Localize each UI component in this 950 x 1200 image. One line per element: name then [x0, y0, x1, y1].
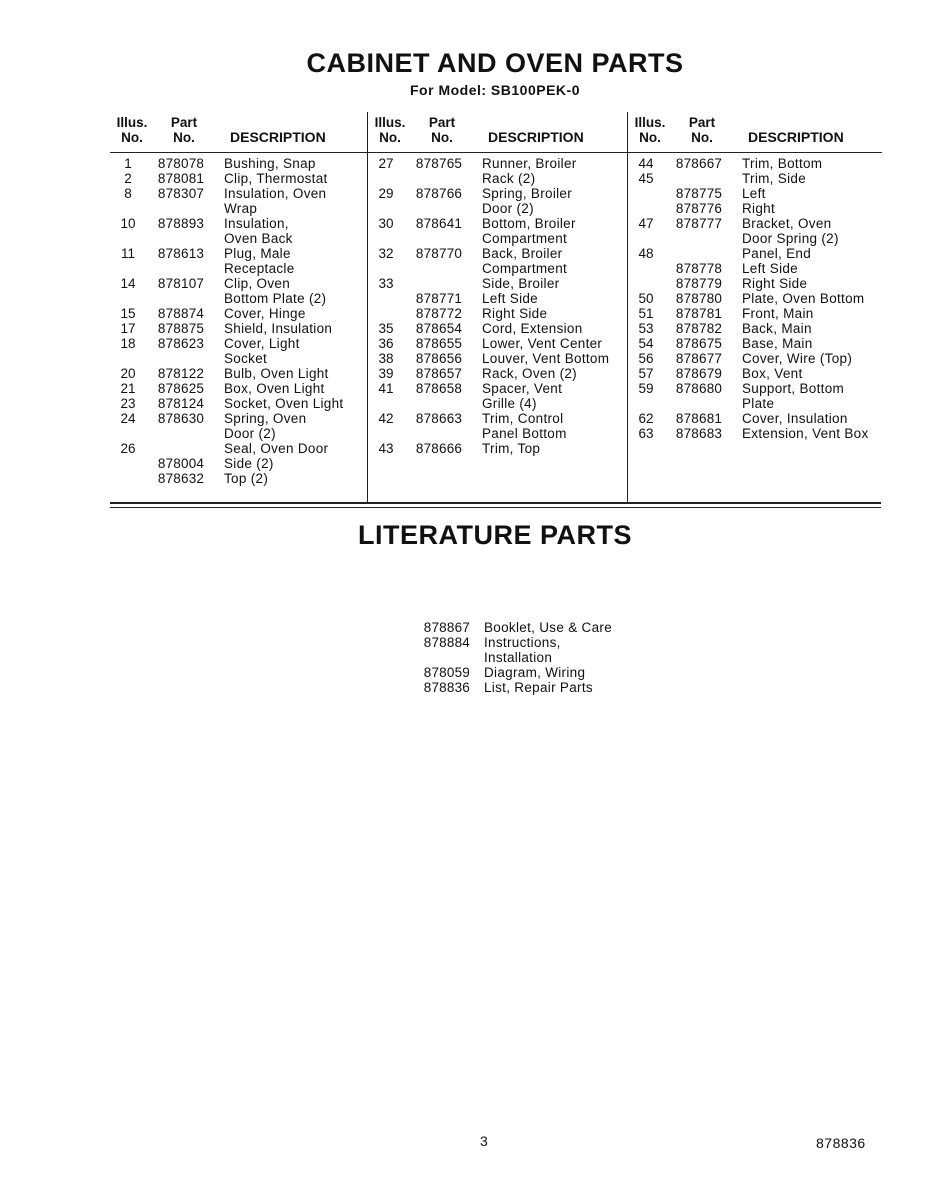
part-description: Cover, Light	[224, 336, 300, 351]
part-description: Left	[742, 186, 766, 201]
part-number: 878667	[675, 156, 723, 171]
description-header: DESCRIPTION	[748, 129, 844, 145]
part-number	[664, 171, 734, 186]
part-description: Insulation, Oven	[224, 186, 327, 201]
illus-number: 11	[120, 246, 135, 261]
part-number	[146, 201, 216, 216]
table-row	[628, 366, 882, 381]
literature-title: LITERATURE PARTS	[358, 520, 632, 550]
illus-header-line1: Illus.	[634, 115, 666, 130]
part-description: Cover, Wire (Top)	[742, 351, 853, 366]
part-description: Diagram, Wiring	[484, 665, 586, 680]
part-description: Trim, Top	[482, 441, 541, 456]
part-description: Booklet, Use & Care	[484, 620, 613, 635]
illus-number	[368, 291, 404, 306]
table-row	[368, 426, 628, 441]
part-number: 878655	[415, 336, 463, 351]
table-row	[628, 411, 882, 426]
illus-number: 2	[124, 171, 132, 186]
table-row	[110, 246, 367, 261]
part-number: 878777	[675, 216, 723, 231]
part-description: Grille (4)	[482, 396, 537, 411]
parts-column-1	[110, 112, 367, 504]
parts-column-3	[627, 112, 882, 504]
illus-number: 26	[120, 441, 136, 456]
cabinet-oven-parts-table	[110, 112, 881, 504]
part-description: Left Side	[482, 291, 538, 306]
illus-number	[368, 231, 404, 246]
illus-number	[368, 171, 404, 186]
table-row	[628, 246, 882, 261]
part-description: Cord, Extension	[482, 321, 583, 336]
table-row	[628, 396, 882, 411]
part-number: 878004	[157, 456, 205, 471]
illus-number: 23	[120, 396, 136, 411]
illus-number: 8	[124, 186, 132, 201]
column-header	[628, 112, 882, 153]
illus-number: 20	[120, 366, 136, 381]
part-number: 878779	[675, 276, 723, 291]
table-row	[110, 441, 367, 456]
part-number	[404, 276, 474, 291]
part-number	[146, 261, 216, 276]
part-description: Panel Bottom	[482, 426, 567, 441]
illus-number: 51	[638, 306, 654, 321]
illus-number: 62	[638, 411, 654, 426]
part-number: 878874	[157, 306, 205, 321]
illus-number: 35	[378, 321, 394, 336]
table-row	[628, 306, 882, 321]
part-description: Runner, Broiler	[482, 156, 577, 171]
part-description: Spacer, Vent	[482, 381, 563, 396]
part-description: Spring, Broiler	[482, 186, 573, 201]
part-header-line1: Part	[428, 115, 456, 130]
illus-number: 29	[378, 186, 394, 201]
part-description: Back, Broiler	[482, 246, 563, 261]
description-header: DESCRIPTION	[488, 129, 584, 145]
part-number: 878078	[157, 156, 205, 171]
illus-number: 14	[120, 276, 136, 291]
part-description: Bushing, Snap	[224, 156, 316, 171]
table-row	[368, 216, 628, 231]
table-row	[110, 261, 367, 276]
part-description: Right Side	[742, 276, 808, 291]
table-row	[628, 156, 882, 171]
part-number	[400, 650, 470, 665]
table-row	[368, 396, 628, 411]
table-row	[368, 306, 628, 321]
illus-number: 43	[378, 441, 394, 456]
illus-number: 53	[638, 321, 654, 336]
illus-number	[628, 231, 664, 246]
table-row	[368, 171, 628, 186]
table-row	[110, 156, 367, 171]
part-number: 878675	[675, 336, 723, 351]
part-description: Louver, Vent Bottom	[482, 351, 610, 366]
part-number: 878836	[423, 680, 470, 695]
part-description: Seal, Oven Door	[224, 441, 329, 456]
illus-number: 10	[120, 216, 136, 231]
table-row	[368, 246, 628, 261]
part-description: Top (2)	[224, 471, 269, 486]
illus-number: 59	[638, 381, 654, 396]
page-title: CABINET AND OVEN PARTS	[306, 48, 684, 78]
table-row	[628, 201, 882, 216]
table-bottom-rule	[110, 502, 881, 504]
illus-no-header	[112, 115, 152, 145]
part-description: Plug, Male	[224, 246, 291, 261]
part-description: List, Repair Parts	[484, 680, 593, 695]
illus-number: 36	[378, 336, 394, 351]
part-number	[146, 351, 216, 366]
illus-number	[368, 396, 404, 411]
literature-parts-list	[400, 620, 660, 695]
parts-column-2	[367, 112, 628, 504]
part-description: Extension, Vent Box	[742, 426, 869, 441]
table-row	[368, 276, 628, 291]
table-row	[110, 321, 367, 336]
part-number	[404, 171, 474, 186]
part-number: 878623	[157, 336, 205, 351]
column-header	[110, 112, 367, 153]
table-row	[110, 396, 367, 411]
part-description: Insulation,	[224, 216, 289, 231]
part-description: Socket	[224, 351, 268, 366]
part-header-line2: No.	[691, 130, 713, 145]
part-number: 878613	[157, 246, 205, 261]
literature-row	[400, 635, 660, 650]
table-row	[110, 276, 367, 291]
part-number: 878658	[415, 381, 463, 396]
table-row	[368, 261, 628, 276]
illus-header-line2: No.	[379, 130, 401, 145]
part-description: Receptacle	[224, 261, 295, 276]
part-description: Right	[742, 201, 776, 216]
description-header: DESCRIPTION	[230, 129, 326, 145]
part-number: 878641	[415, 216, 463, 231]
illus-number	[628, 186, 664, 201]
part-no-header	[412, 115, 472, 145]
illus-number	[628, 261, 664, 276]
illus-number	[368, 201, 404, 216]
part-number: 878663	[415, 411, 463, 426]
part-description: Trim, Bottom	[742, 156, 823, 171]
part-description: Door (2)	[482, 201, 534, 216]
part-number	[664, 231, 734, 246]
table-row	[110, 306, 367, 321]
part-description: Socket, Oven Light	[224, 396, 344, 411]
table-row	[628, 186, 882, 201]
part-number	[146, 441, 216, 456]
part-number: 878766	[415, 186, 463, 201]
part-description: Spring, Oven	[224, 411, 307, 426]
part-description: Lower, Vent Center	[482, 336, 603, 351]
part-number: 878680	[675, 381, 723, 396]
part-number: 878657	[415, 366, 463, 381]
part-number: 878893	[157, 216, 205, 231]
part-number: 878666	[415, 441, 463, 456]
illus-no-header	[630, 115, 670, 145]
parts-rows	[110, 153, 367, 486]
table-row	[368, 351, 628, 366]
illus-number	[110, 426, 146, 441]
part-description: Left Side	[742, 261, 798, 276]
literature-row	[400, 620, 660, 635]
table-row	[368, 336, 628, 351]
part-description: Cover, Insulation	[742, 411, 848, 426]
illus-number: 1	[124, 156, 132, 171]
illus-number: 30	[378, 216, 394, 231]
part-number: 878765	[415, 156, 463, 171]
part-number	[404, 231, 474, 246]
part-number: 878780	[675, 291, 723, 306]
part-number	[404, 396, 474, 411]
table-bottom-rule-thin	[110, 507, 881, 508]
part-header-line2: No.	[431, 130, 453, 145]
part-number: 878307	[157, 186, 205, 201]
part-description: Box, Oven Light	[224, 381, 325, 396]
table-row	[368, 411, 628, 426]
table-row	[628, 336, 882, 351]
illus-header-line2: No.	[121, 130, 143, 145]
table-row	[628, 276, 882, 291]
part-description: Trim, Control	[482, 411, 564, 426]
illus-number	[628, 276, 664, 291]
table-row	[368, 321, 628, 336]
part-number	[404, 426, 474, 441]
part-number: 878677	[675, 351, 723, 366]
table-row	[368, 291, 628, 306]
part-description: Bulb, Oven Light	[224, 366, 329, 381]
part-description: Bottom Plate (2)	[224, 291, 327, 306]
part-description: Door (2)	[224, 426, 276, 441]
illus-header-line1: Illus.	[374, 115, 406, 130]
part-header-line1: Part	[688, 115, 716, 130]
part-description: Clip, Oven	[224, 276, 291, 291]
table-row	[110, 171, 367, 186]
table-row	[110, 381, 367, 396]
part-number: 878625	[157, 381, 205, 396]
part-description: Wrap	[224, 201, 258, 216]
part-number: 878775	[675, 186, 723, 201]
table-row	[110, 216, 367, 231]
illus-number: 42	[378, 411, 394, 426]
part-number: 878107	[157, 276, 205, 291]
part-description: Cover, Hinge	[224, 306, 306, 321]
part-description: Clip, Thermostat	[224, 171, 328, 186]
part-number: 878771	[415, 291, 463, 306]
table-row	[110, 351, 367, 366]
illus-number: 38	[378, 351, 394, 366]
part-number: 878632	[157, 471, 205, 486]
part-number: 878081	[157, 171, 205, 186]
table-row	[368, 156, 628, 171]
illus-number	[628, 201, 664, 216]
part-description: Side, Broiler	[482, 276, 560, 291]
part-number: 878059	[423, 665, 470, 680]
part-number: 878770	[415, 246, 463, 261]
part-number: 878656	[415, 351, 463, 366]
part-header-line1: Part	[170, 115, 198, 130]
part-description: Base, Main	[742, 336, 813, 351]
table-row	[110, 426, 367, 441]
illus-number	[368, 261, 404, 276]
part-header-line2: No.	[173, 130, 195, 145]
illus-number: 24	[120, 411, 136, 426]
part-number: 878683	[675, 426, 723, 441]
part-number	[404, 201, 474, 216]
part-number	[146, 291, 216, 306]
part-description: Front, Main	[742, 306, 814, 321]
table-row	[628, 171, 882, 186]
part-number: 878875	[157, 321, 205, 336]
parts-rows	[628, 153, 882, 441]
table-row	[368, 366, 628, 381]
table-row	[628, 381, 882, 396]
part-number: 878867	[423, 620, 470, 635]
illus-number: 33	[378, 276, 394, 291]
part-number: 878124	[157, 396, 205, 411]
part-description: Plate	[742, 396, 775, 411]
table-row	[110, 411, 367, 426]
illus-number: 44	[638, 156, 654, 171]
part-number	[146, 231, 216, 246]
part-description: Plate, Oven Bottom	[742, 291, 865, 306]
part-description: Bracket, Oven	[742, 216, 832, 231]
part-number	[664, 246, 734, 261]
illus-number	[110, 456, 146, 471]
part-number: 878772	[415, 306, 463, 321]
illus-number: 27	[378, 156, 394, 171]
part-number: 878654	[415, 321, 463, 336]
illus-number: 57	[638, 366, 654, 381]
part-number: 878884	[423, 635, 470, 650]
illus-number	[110, 231, 146, 246]
part-description: Panel, End	[742, 246, 812, 261]
table-row	[628, 321, 882, 336]
part-description: Bottom, Broiler	[482, 216, 576, 231]
table-row	[368, 231, 628, 246]
illus-number: 15	[120, 306, 136, 321]
table-row	[368, 186, 628, 201]
page-number: 3	[480, 1133, 488, 1149]
part-number	[664, 396, 734, 411]
part-description: Door Spring (2)	[742, 231, 839, 246]
illus-number: 41	[378, 381, 394, 396]
part-description: Instructions,	[484, 635, 561, 650]
illus-number: 47	[638, 216, 654, 231]
illus-header-line1: Illus.	[116, 115, 148, 130]
column-header	[368, 112, 628, 153]
model-subtitle: For Model: SB100PEK-0	[410, 82, 580, 98]
table-row	[368, 381, 628, 396]
table-row	[368, 201, 628, 216]
part-description: Compartment	[482, 231, 568, 246]
part-number: 878778	[675, 261, 723, 276]
part-description: Support, Bottom	[742, 381, 845, 396]
part-number: 878782	[675, 321, 723, 336]
illus-number: 32	[378, 246, 394, 261]
illus-number	[110, 351, 146, 366]
table-row	[110, 291, 367, 306]
illus-number: 56	[638, 351, 654, 366]
part-description: Trim, Side	[742, 171, 807, 186]
table-row	[628, 261, 882, 276]
table-row	[110, 201, 367, 216]
part-number	[146, 426, 216, 441]
part-number: 878776	[675, 201, 723, 216]
illus-number: 21	[120, 381, 136, 396]
parts-rows	[368, 153, 628, 456]
part-description: Shield, Insulation	[224, 321, 333, 336]
part-description: Rack (2)	[482, 171, 536, 186]
illus-number: 39	[378, 366, 394, 381]
part-description: Back, Main	[742, 321, 812, 336]
table-row	[110, 471, 367, 486]
illus-number	[628, 396, 664, 411]
part-no-header	[154, 115, 214, 145]
part-description: Installation	[484, 650, 553, 665]
illus-number: 48	[638, 246, 654, 261]
illus-number	[110, 201, 146, 216]
illus-number: 63	[638, 426, 654, 441]
part-description: Box, Vent	[742, 366, 803, 381]
table-row	[628, 351, 882, 366]
table-row	[628, 231, 882, 246]
part-description: Rack, Oven (2)	[482, 366, 577, 381]
literature-row	[400, 650, 660, 665]
illus-number: 17	[120, 321, 136, 336]
part-number: 878681	[675, 411, 723, 426]
part-number: 878679	[675, 366, 723, 381]
table-row	[110, 336, 367, 351]
illus-number	[110, 291, 146, 306]
table-row	[110, 186, 367, 201]
table-row	[628, 291, 882, 306]
illus-number: 50	[638, 291, 654, 306]
table-row	[628, 216, 882, 231]
illus-number: 45	[638, 171, 654, 186]
illus-number	[110, 261, 146, 276]
illus-header-line2: No.	[639, 130, 661, 145]
document-number: 878836	[816, 1135, 866, 1151]
part-description: Oven Back	[224, 231, 293, 246]
part-no-header	[672, 115, 732, 145]
literature-row	[400, 680, 660, 695]
illus-no-header	[370, 115, 410, 145]
part-description: Side (2)	[224, 456, 274, 471]
literature-row	[400, 665, 660, 680]
illus-number: 54	[638, 336, 654, 351]
illus-number: 18	[120, 336, 136, 351]
table-row	[110, 366, 367, 381]
table-row	[368, 441, 628, 456]
illus-number	[368, 426, 404, 441]
part-number: 878630	[157, 411, 205, 426]
illus-number	[368, 306, 404, 321]
part-number	[404, 261, 474, 276]
part-number: 878122	[157, 366, 205, 381]
table-row	[110, 231, 367, 246]
part-description: Compartment	[482, 261, 568, 276]
part-number: 878781	[675, 306, 723, 321]
part-description: Right Side	[482, 306, 548, 321]
illus-number	[110, 471, 146, 486]
table-row	[110, 456, 367, 471]
table-row	[628, 426, 882, 441]
